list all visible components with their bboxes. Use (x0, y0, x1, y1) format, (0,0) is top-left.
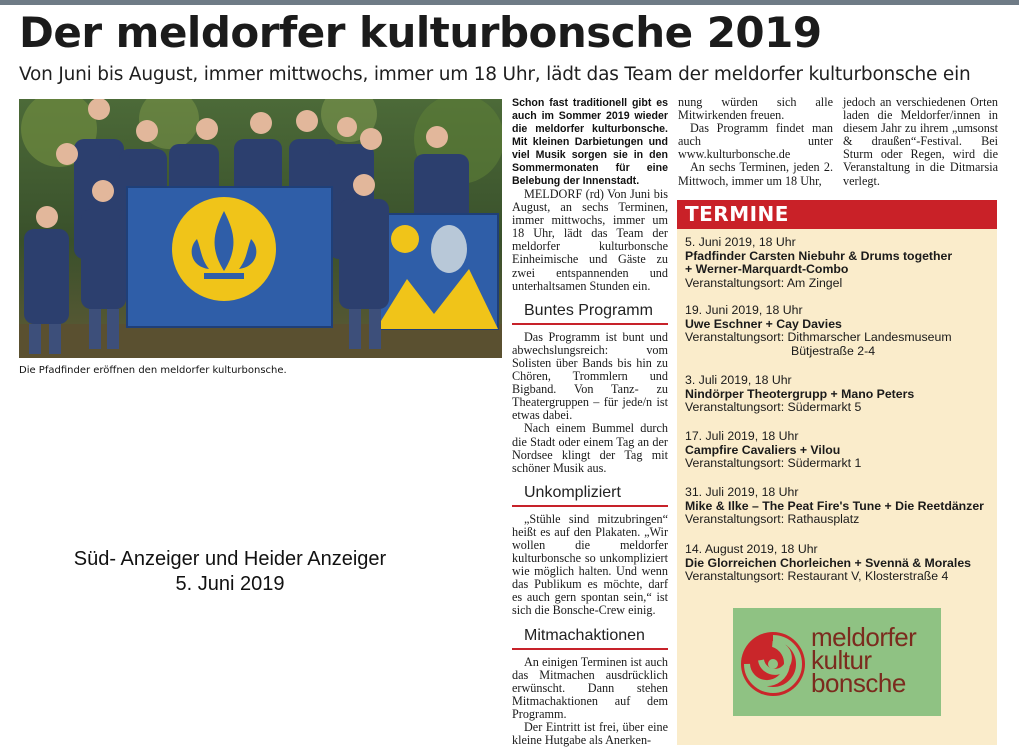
scouts-photo-illustration (19, 99, 502, 358)
event-item (685, 543, 990, 584)
headline: Der meldorfer kulturbonsche 2019 (19, 8, 822, 57)
event-item (685, 304, 990, 358)
paragraph-unkompliziert: „Stühle sind mitzubringen“ heißt es auf den Plakaten. „Wir wollen die meldorfer kulturbonsche so unkompliziert wie möglich halten. Und wenn das Publikum es möchte, darf es auch gern spontan sein,“ ist sich die Bonsche-Crew einig. (512, 511, 668, 618)
event-venue: Veranstaltungsort: Restaurant V, Klosterstraße 4 (685, 569, 949, 583)
event-acts: Campfire Cavaliers + Vilou (685, 442, 841, 457)
event-item (685, 430, 990, 471)
termine-header (677, 200, 997, 229)
top-rule (0, 0, 1019, 5)
event-venue: Veranstaltungsort: Südermarkt 5 (685, 400, 862, 414)
event-acts: Nindörper Theotergrupp + Mano Peters (685, 386, 915, 401)
event-venue: Veranstaltungsort: Am Zingel (685, 275, 843, 290)
event-acts: Uwe Eschner + Cay Davies (685, 316, 842, 331)
event-date: 31. Juli 2019, 18 Uhr (685, 485, 799, 499)
event-date: 17. Juli 2019, 18 Uhr (685, 429, 799, 443)
event-venue: Veranstaltungsort: Südermarkt 1 (685, 456, 862, 470)
source-publication: Süd- Anzeiger und Heider Anzeiger (73, 548, 387, 570)
photo-scouts (19, 99, 502, 358)
subheading-programm: Buntes Programm (512, 302, 668, 325)
logo-line-2: kultur (811, 645, 872, 675)
paragraph-mitmach-2: Der Eintritt ist frei, über eine kleine Hutgabe als Anerken- (512, 720, 668, 748)
article-lead: Schon fast traditionell gibt es auch im Sommer 2019 wieder die meldorfer kulturbonsche. Mit kleinen Darbietungen und viel Musik sorgen sie in den Sommermonaten für eine Belebung der Innenstadt. (512, 97, 668, 187)
source-date: 5. Juni 2019 (175, 573, 285, 595)
subheading-unkompliziert: Unkompliziert (512, 484, 668, 507)
paragraph-col2-2: Das Programm findet man auch unter www.kulturbonsche.de (678, 121, 833, 162)
article-intro: MELDORF (rd) Von Juni bis August, an sechs Terminen, immer mittwochs, immer um 18 Uhr, lädt das Team der meldorfer kulturbonsche Einheimische und Gäste zu zwei entspannenden und unterhaltsamen Stunden ein. (512, 187, 668, 293)
event-item (685, 486, 990, 527)
event-venue: Veranstaltungsort: Dithmarscher Landesmuseum (685, 330, 952, 344)
event-date: 5. Juni 2019, 18 Uhr (685, 235, 796, 249)
logo-line-3: bonsche (811, 668, 906, 698)
logo-text (811, 622, 939, 698)
event-date: 14. August 2019, 18 Uhr (685, 542, 818, 556)
event-venue-address: Bütjestraße 2-4 (791, 343, 876, 358)
photo-caption: Die Pfadfinder eröffnen den meldorfer kulturbonsche. (19, 365, 287, 376)
event-date: 3. Juli 2019, 18 Uhr (685, 373, 792, 387)
subheading-mitmachaktionen: Mitmachaktionen (512, 627, 668, 650)
kulturbonsche-logo (733, 608, 941, 716)
event-venue: Veranstaltungsort: Rathausplatz (685, 512, 860, 526)
event-acts: + Werner-Marquardt-Combo (685, 262, 849, 276)
event-acts: Pfadfinder Carsten Niebuhr & Drums together (685, 248, 953, 263)
subheadline: Von Juni bis August, immer mittwochs, immer um 18 Uhr, lädt das Team der meldorfer kulturbonsche ein (19, 64, 971, 85)
logo-line-1: meldorfer (811, 622, 917, 652)
paragraph-col3-1: jedoch an verschiedenen Orten laden die Meldorfer/innen in diesem Jahr zu ihrem „umsonst & draußen“-Festival. Bei Sturm oder Regen, wird die Veranstaltung in die Ditmarsia verlegt. (843, 95, 998, 188)
paragraph-col2-1: nung würden sich alle Mitwirkenden freuen. (678, 95, 833, 123)
event-item (685, 236, 990, 290)
source-note (30, 547, 430, 597)
termine-title: TERMINE (685, 202, 789, 226)
event-acts: Mike & Ilke – The Peat Fire's Tune + Die Reetdänzer (685, 498, 984, 513)
event-date: 19. Juni 2019, 18 Uhr (685, 303, 803, 317)
article-column-1 (512, 97, 668, 747)
paragraph-mitmach-1: An einigen Terminen ist auch das Mitmachen ausdrücklich erwünscht. Dann stehen Mitmachaktionen auf dem Programm. (512, 654, 668, 721)
article-column-2 (678, 96, 833, 188)
swirl-icon (733, 608, 813, 716)
event-acts: Die Glorreichen Chorleichen + Svennä & Morales (685, 555, 971, 570)
article-column-3 (843, 96, 998, 188)
paragraph-col2-3: An sechs Terminen, jeden 2. Mittwoch, immer um 18 Uhr, (678, 160, 833, 188)
paragraph-programm-2: Nach einem Bummel durch die Stadt oder einem Tag an der Nordsee klingt der Tag mit schöner Musik aus. (512, 421, 668, 475)
event-item (685, 374, 990, 415)
paragraph-programm-1: Das Programm ist bunt und abwechslungsreich: vom Solisten über Bands bis hin zu Chören, Trommlern und Bigband. Von Tanz- zu Theatergruppen – für jede/n ist etwas dabei. (512, 329, 668, 423)
